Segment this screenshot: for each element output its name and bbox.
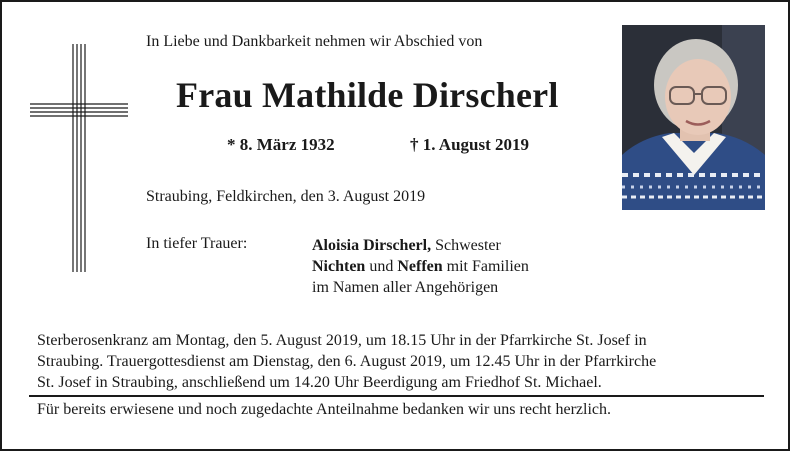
mourner-connector: und <box>365 258 398 275</box>
mourner-relation: Schwester <box>431 237 501 254</box>
intro-text: In Liebe und Dankbarkeit nehmen wir Abschied von <box>146 33 483 50</box>
mourner-group: Nichten <box>312 258 366 275</box>
service-line: Sterberosenkranz am Montag, den 5. August 2019, um 18.15 Uhr in der Pfarrkirche St. Josef in <box>37 332 647 349</box>
service-line: Straubing. Trauergottesdienst am Dienstag, den 6. August 2019, um 12.45 Uhr in der Pfarrkirche <box>37 353 657 370</box>
mourning-label: In tiefer Trauer: <box>146 235 248 252</box>
mourner-relation: mit Familien <box>442 258 529 275</box>
divider <box>29 395 764 397</box>
mourner-line: im Namen aller Angehörigen <box>312 279 499 296</box>
service-details <box>37 330 757 393</box>
place-and-date: Straubing, Feldkirchen, den 3. August 2019 <box>146 188 426 205</box>
mourner-group: Neffen <box>397 258 443 275</box>
deceased-name: Frau Mathilde Dirscherl <box>176 75 559 115</box>
cross-icon <box>30 44 128 272</box>
birth-date: * 8. März 1932 <box>227 135 335 154</box>
service-line: St. Josef in Straubing, anschließend um 14.20 Uhr Beerdigung am Friedhof St. Michael. <box>37 374 602 391</box>
death-date: † 1. August 2019 <box>410 135 530 154</box>
mourner-line <box>312 256 529 277</box>
mourner-line <box>312 235 529 256</box>
portrait-photo <box>622 25 765 210</box>
portrait-illustration <box>622 25 765 210</box>
thanks-text: Für bereits erwiesene und noch zugedachte Anteilnahme bedanken wir uns recht herzlich. <box>37 401 612 418</box>
mourner-name: Aloisia Dirscherl, <box>312 237 432 254</box>
mourners-list <box>312 235 529 298</box>
